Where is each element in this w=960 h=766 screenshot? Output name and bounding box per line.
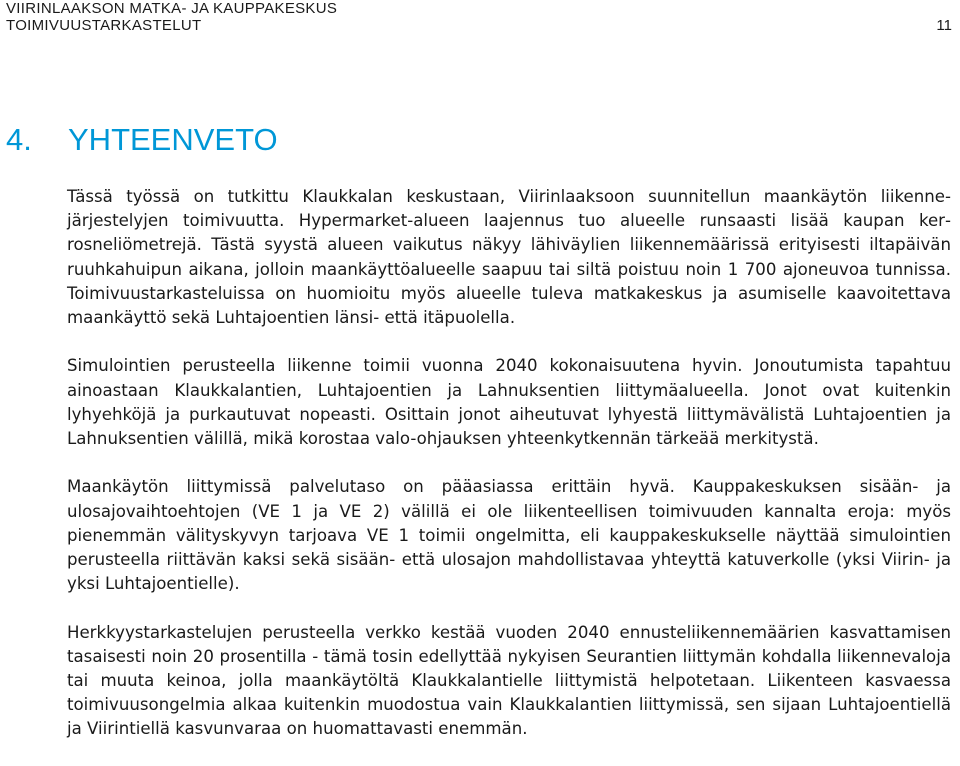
section-heading — [6, 121, 278, 159]
page-number: 11 — [936, 17, 952, 34]
body-text — [67, 185, 951, 766]
document-title: VIIRINLAAKSON MATKA- JA KAUPPAKESKUS — [6, 0, 338, 17]
paragraph-sensitivity: Herkkyystarkastelujen perusteella verkko kestää vuoden 2040 ennusteliikennemäärien kasvattamisen tasaisesti noin 20 prosentilla - tämä tosin edellyttää nykyisen Seurantien liittymän kohdalla liikennevaloja tai muuta keinoa, jolla maankäytöltä Klaukkalantielle liittymistä helpotetaan. Liikenteen kasvaessa toimivuusongelmia alkaa kuitenkin muodostua vain Klaukkalantien liittymissä, sen sijaan Luhtajoentiellä ja Viirintiellä kasvunvaraa on huomattavasti enemmän. — [67, 622, 951, 739]
document-subtitle: TOIMIVUUSTARKASTELUT — [6, 17, 202, 34]
section-number: 4. — [6, 122, 32, 157]
section-title: YHTEENVETO — [68, 122, 278, 157]
paragraph-summary: Tässä työssä on tutkittu Klaukkalan keskustaan, Viirinlaaksoon suunnitellun maankäytön liikennejärjestelyjen toimivuutta. Hypermarket-alueen laajennus tuo alueelle runsaasti lisää kaupan kerrosneliömetrejä. Tästä syystä alueen vaikutus näkyy lähiväylien liikennemäärissä erityisesti iltapäivän ruuhkahuipun aikana, jolloin maankäyttöalueelle saapuu tai siltä poistuu noin 1 700 ajoneuvoa tunnissa. Toimivuustarkasteluissa on huomioitu myös alueelle tuleva matkakeskus ja asumiselle kaavoitettava maankäyttö sekä Luhtajoentien länsi- että itäpuolella. — [67, 187, 951, 328]
paragraph-simulation: Simulointien perusteella liikenne toimii vuonna 2040 kokonaisuutena hyvin. Jonoutumista tapahtuu ainoastaan Klaukkalantien, Luhtajoentien ja Lahnuksentien liittymäalueella. Jonot ovat kuitenkin lyhyehköjä ja purkautuvat nopeasti. Osittain jonot aiheutuvat lyhyestä liittymävälistä Luhtajoentien ja Lahnuksentien välillä, mikä korostaa valo-ohjauksen yhteenkytkennän tärkeää merkitystä. — [67, 356, 951, 449]
paragraph-junctions: Maankäytön liittymissä palvelutaso on pääasiassa erittäin hyvä. Kauppakeskuksen sisään- ja ulosajovaihtoehtojen (VE 1 ja VE 2) välillä ei ole liikenteellisen toimivuuden kannalta eroja: myös pienemmän välityskyvyn tarjoava VE 1 toimii ongelmitta, eli kauppakeskukselle näyttää simulointien perusteella riittävän kaksi sekä sisään- että ulosajon mahdollistavaa yhteyttä katuverkolle (yksi Viirin- ja yksi Luhtajoentielle). — [67, 477, 951, 594]
page-header — [6, 0, 956, 40]
